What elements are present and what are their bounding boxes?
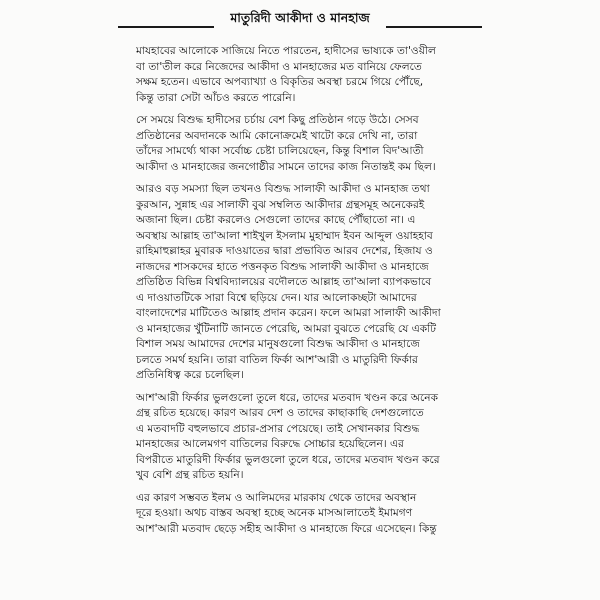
paragraph [136, 491, 470, 538]
text-line: আশ'আরী মতবাদ ছেড়ে সহীহ আকীদা ও মানহাজে ফিরে এসেছেন। কিন্তু [136, 522, 437, 535]
text-line: এর কারণ সম্ভবত ইলম ও আলিমদের মারকায থেকে তাদের অবস্থান [136, 491, 417, 504]
text-line: এ দাওয়াতটিকে সারা বিশ্বে ছড়িয়ে দেন। যার আলোকচ্ছটা আমাদের [136, 291, 417, 304]
text-line: রাহিমাহুল্লাহর মুবারক দাওয়াতের দ্বারা প্রভাবিত আরব দেশের, হিজায ও [136, 245, 433, 257]
text-line: ও মানহাজের খুঁটিনাটি জানতে পেরেছি, আমরা বুঝতে পেরেছি যে একটি [136, 322, 436, 335]
text-line: কুরআন, সুন্নাহ এর সালাফী বুঝ সম্বলিত আকীদার গ্রন্থসমূহ অনেকেরই [136, 198, 425, 211]
paragraph [136, 182, 470, 384]
paragraph [136, 44, 470, 106]
paragraph [136, 113, 470, 175]
text-line: প্রতিনিধিত্ব করে চলেছিল। [136, 369, 244, 381]
chapter-header [118, 8, 482, 34]
text-line: এ মতবাদটি বহুলভাবে প্রচার-প্রসার পেয়েছে। তাই সেখানকার বিশুদ্ধ [136, 422, 420, 435]
header-rule-right [386, 26, 482, 28]
text-line: গ্রন্থ রচিত হয়েছে। কারণ আরব দেশ ও তাদের কাছাকাছি দেশগুলোতে [136, 407, 424, 419]
text-line: অজানা ছিল। চেষ্টা করলেও সেগুলো তাদের কাছে পৌঁছাতো না। এ [136, 214, 416, 226]
text-line: বিশাল সময় আমাদের দেশের মানুষগুলো বিশুদ্ধ আকীদা ও মানহাজে [136, 338, 420, 350]
text-line: বিপরীতে মাতুরিদী ফির্কার ভুলগুলো তুলে ধরে, তাদের মতবাদ খণ্ডন করে [136, 453, 440, 466]
text-line: তাঁদের সামর্থ্যে থাকা সর্বোচ্চ চেষ্টা চালিয়েছেন, কিন্তু বিশাল বিদ'আতী [136, 145, 424, 157]
text-line: খুব বেশি গ্রন্থ রচিত হয়নি। [136, 469, 244, 481]
text-line: প্রতিষ্ঠানের অবদানকে আমি কোনোক্রমেই খাটো করে দেখি না, তারা [136, 129, 418, 142]
text-line: মাযহাবের আলোকে সাজিয়ে নিতে পারতেন, হাদীসের ভাষ্যকে তা'ওয়ীল [136, 45, 436, 57]
text-line: আশ'আরী ফির্কার ভুলগুলো তুলে ধরে, তাদের মতবাদ খণ্ডন করে অনেক [136, 391, 438, 404]
paragraph [136, 391, 470, 484]
text-line: মানহাজের আলেমগণ বাতিলের বিরুদ্ধে সোচ্চার হয়েছিলেন। এর [136, 438, 404, 450]
text-line: কিন্তু তারা সেটা আঁচও করতে পারেনি। [136, 91, 296, 104]
text-line: বাংলাদেশের মাটিতেও আল্লাহ প্রদান করেন। ফলে আমরা সালাফী আকীদা [136, 307, 441, 319]
text-line: নাজদের শাসকদের হাতে পত্তনকৃত বিশুদ্ধ সালাফী আকীদা ও মানহাজে [136, 260, 429, 273]
text-line: সে সময়ে বিশুদ্ধ হাদীসের চর্চায় বেশ কিছু প্রতিষ্ঠান গড়ে উঠে। সেসব [136, 114, 419, 126]
text-line: আকীদা ও মানহাজের জনগোষ্ঠীর সামনে তাদের কাজ নিতান্তই কম ছিল। [136, 160, 436, 173]
text-line: প্রতিষ্ঠিত বিভিন্ন বিশ্ববিদ্যালয়ের বদৌলতে আল্লাহ তা'আলা ব্যাপকভাবে [136, 276, 432, 288]
text-line: সক্ষম হতেন। এভাবে অপব্যাখ্যা ও বিকৃতির অবস্থা চরমে গিয়ে পৌঁছে, [136, 76, 424, 88]
text-line: আরও বড় সমস্যা ছিল তখনও বিশুদ্ধ সালাফী আকীদা ও মানহাজ তথা [136, 183, 430, 195]
text-line: বা তা'তীল করে নিজেদের আকীদা ও মানহাজের মত বানিয়ে ফেলতে [136, 60, 422, 73]
chapter-title: মাতুরিদী আকীদা ও মানহাজ [230, 10, 370, 25]
text-line: দূরে হওয়া। অথচ বাস্তব অবস্থা হচ্ছে অনেক মাসআলাতেই ইমামগণ [136, 507, 413, 519]
header-rule-left [118, 26, 214, 28]
text-line: চলতে সমর্থ হয়নি। তারা বাতিল ফির্কা আশ'আরী ও মাতুরিদী ফির্কার [136, 353, 418, 366]
body-text [136, 44, 470, 544]
text-line: অবস্থায় আল্লাহ তা'আলা শাইখুল ইসলাম মুহাম্মাদ ইবন আব্দুল ওয়াহহাব [136, 229, 433, 242]
